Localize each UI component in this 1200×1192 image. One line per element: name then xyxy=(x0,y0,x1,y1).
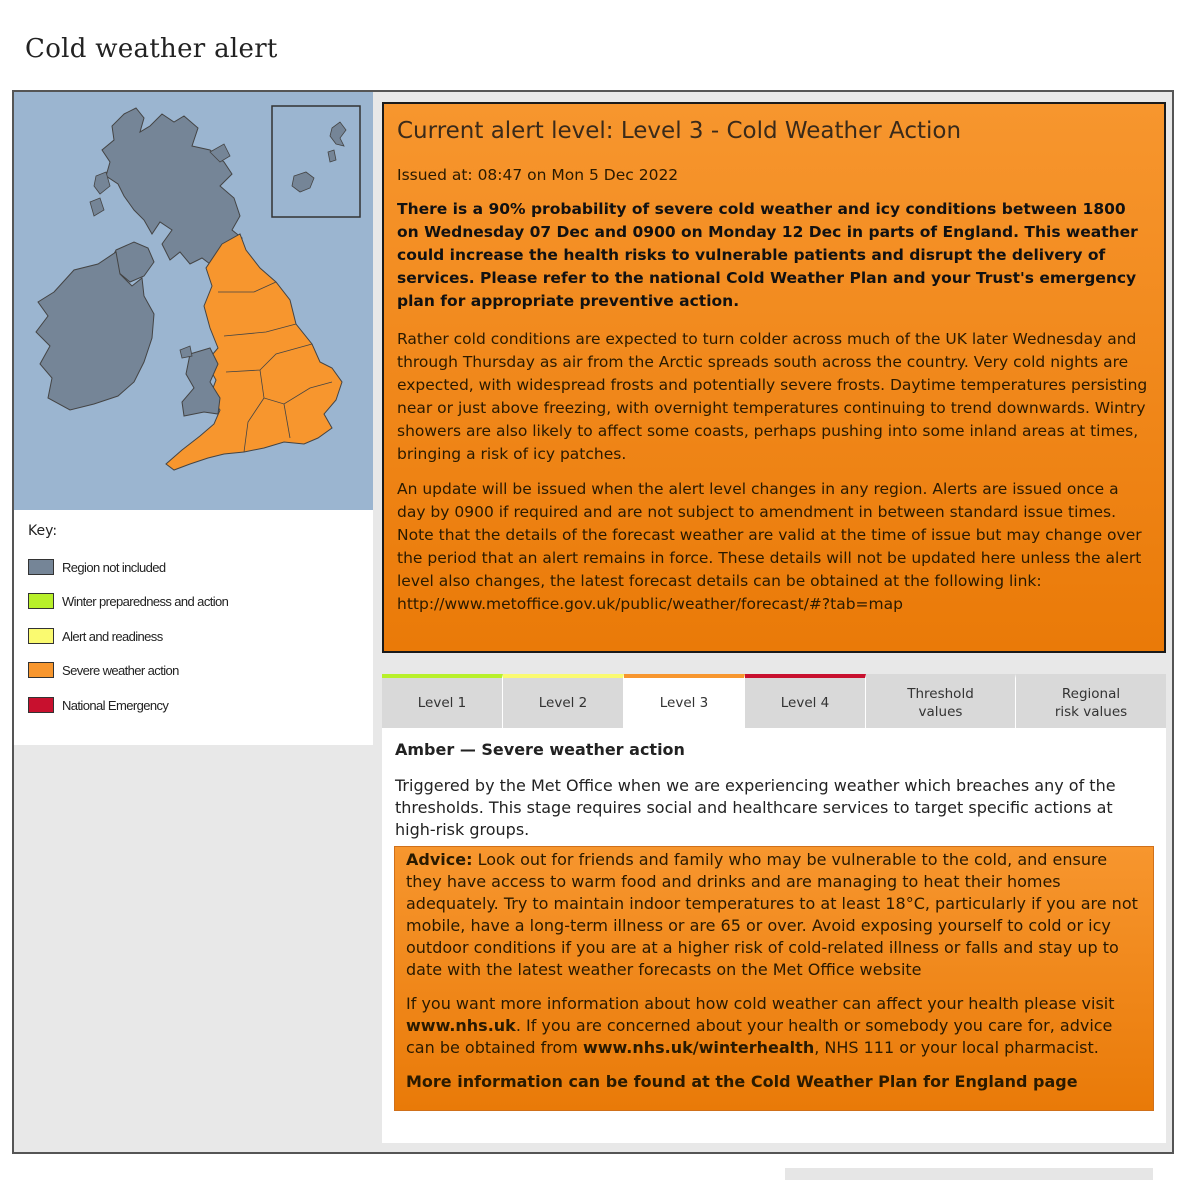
advice-label: Advice: xyxy=(406,850,473,869)
uk-alert-map[interactable] xyxy=(14,92,373,513)
map-key xyxy=(14,513,373,745)
key-item-alert-readiness xyxy=(28,626,163,646)
nhs-text-1: If you want more information about how cold weather can affect your health please visit xyxy=(406,994,1115,1013)
current-alert-box xyxy=(382,102,1166,653)
nhs-link[interactable]: www.nhs.uk xyxy=(406,1016,516,1035)
tab-regional-risk-values[interactable]: Regional risk values xyxy=(1016,674,1166,728)
alert-heading: Current alert level: Level 3 - Cold Weather Action xyxy=(397,118,962,144)
alert-panel xyxy=(12,90,1174,1154)
advice-text: Look out for friends and family who may be vulnerable to the cold, and ensure they have access to warm food and drinks and are managing to heat their homes adequately. Try to maintain indoor temperatures to at least 18°C, particularly if you are not mobile, have a long-term illness or are 65 or over. Avoid exposing yourself to cold or icy outdoor conditions if you are at a higher risk of cold-related illness or falls and stay up to date with the latest weather forecasts on the Met Office website xyxy=(406,850,1138,979)
key-item-winter-preparedness xyxy=(28,591,228,611)
nhs-text-3: , NHS 111 or your local pharmacist. xyxy=(814,1038,1099,1057)
key-swatch xyxy=(28,628,54,644)
tab-threshold-values[interactable]: Threshold values xyxy=(866,674,1016,728)
level-description: Triggered by the Met Office when we are experiencing weather which breaches any of the thresholds. This stage requires social and healthcare services to target specific actions at high-risk groups. xyxy=(395,776,1116,839)
horizontal-scrollbar[interactable] xyxy=(785,1168,1153,1180)
key-label: Alert and readiness xyxy=(62,628,163,644)
key-item-national-emergency xyxy=(28,695,168,715)
alert-details: Rather cold conditions are expected to turn colder across much of the UK later Wednesday and through Thursday as air from the Arctic spreads south across the country. Very cold nights are expected, with widespread frosts and potentially severe frosts. Daytime temperatures persisting near or just above freezing, with overnight temperatures continuing to trend downwards. Wintry showers are also likely to affect some coasts, perhaps pushing into some inland areas at times, bringing a risk of icy patches. xyxy=(397,330,1148,463)
nhs-text-2: . If you are concerned about your health or somebody you care for, advice can be obtained from xyxy=(406,1016,1113,1057)
tab-level-4[interactable]: Level 4 xyxy=(745,674,866,728)
issued-time: Issued at: 08:47 on Mon 5 Dec 2022 xyxy=(397,166,679,184)
update-note-text: An update will be issued when the alert level changes in any region. Alerts are issued once a day by 0900 if required and are not subject to amendment in between standard issue times. Note that the details of the forecast weather are valid at the time of issue but may change over the period that an alert remains in force. These details will not be updated here unless the alert level also changes, the latest forecast details can be obtained at the following link: xyxy=(397,480,1142,590)
more-info-paragraph xyxy=(406,1071,1143,1093)
tab-level-2[interactable]: Level 2 xyxy=(503,674,624,728)
tab-level-1[interactable]: Level 1 xyxy=(382,674,503,728)
cold-weather-plan-link[interactable]: More information can be found at the Cold Weather Plan for England page xyxy=(406,1072,1078,1091)
key-label: Winter preparedness and action xyxy=(62,593,229,609)
winter-health-link[interactable]: www.nhs.uk/winterhealth xyxy=(582,1038,815,1057)
key-label: Region not included xyxy=(62,559,166,575)
key-title: Key: xyxy=(28,523,58,539)
nhs-paragraph xyxy=(406,993,1143,1059)
key-item-region-not-included xyxy=(28,557,166,577)
key-swatch xyxy=(28,593,54,609)
key-swatch xyxy=(28,559,54,575)
key-label: National Emergency xyxy=(62,697,169,713)
tab-level-3[interactable]: Level 3 xyxy=(624,674,745,728)
forecast-link[interactable]: http://www.metoffice.gov.uk/public/weather/forecast/#?tab=map xyxy=(397,595,903,613)
level-title: Amber — Severe weather action xyxy=(395,740,685,759)
key-item-severe-weather-action xyxy=(28,660,179,680)
alert-update-note xyxy=(397,478,1150,616)
advice-box xyxy=(394,846,1154,1111)
key-swatch xyxy=(28,662,54,678)
alert-summary: There is a 90% probability of severe cold weather and icy conditions between 1800 on Wednesday 07 Dec and 0900 on Monday 12 Dec in parts of England. This weather could increase the health risks to vulnerable patients and disrupt the delivery of services. Please refer to the national Cold Weather Plan and your Trust's emergency plan for appropriate preventive action. xyxy=(397,200,1138,310)
key-swatch xyxy=(28,697,54,713)
level-tabs xyxy=(382,674,1166,728)
page-title: Cold weather alert xyxy=(25,34,278,64)
uk-map-graphic xyxy=(14,92,373,510)
key-label: Severe weather action xyxy=(62,662,179,678)
advice-paragraph xyxy=(406,849,1143,981)
level-content xyxy=(382,728,1166,1143)
